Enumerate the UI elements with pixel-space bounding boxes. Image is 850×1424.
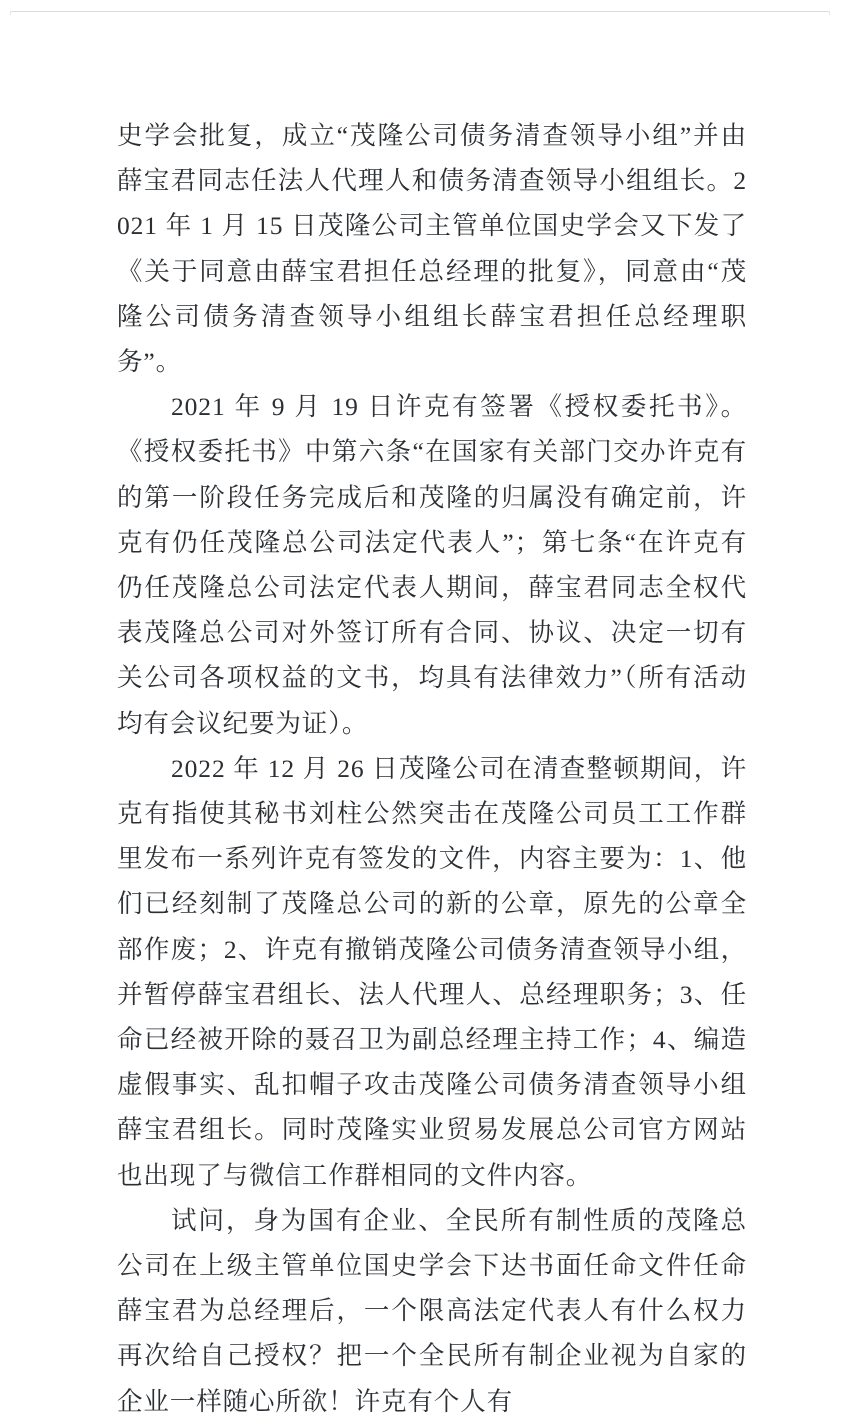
scan-edge-left-tick xyxy=(10,11,11,15)
paragraph-2: 2021 年 9 月 19 日许克有签署《授权委托书》。《授权委托书》中第六条“在国家有关部门交办许克有的第一阶段任务完成后和茂隆的归属没有确定前，许克有仍任茂隆总公司法定代表人”；第七条“在许克有仍任茂隆总公司法定代表人期间，薛宝君同志全权代表茂隆总公司对外签订所有合同、协议、决定一切有关公司各项权益的文书，均具有法律效力”（所有活动均有会议纪要为证）。 xyxy=(117,392,747,738)
document-body-text xyxy=(117,113,747,1424)
paragraph-4: 试问，身为国有企业、全民所有制性质的茂隆总公司在上级主管单位国史学会下达书面任命文件任命薛宝君为总经理后，一个限高法定代表人有什么权力再次给自己授权？把一个全民所有制企业视为自家的企业一样随心所欲！许克有个人有 xyxy=(117,1205,747,1416)
paragraph-3: 2022 年 12 月 26 日茂隆公司在清查整顿期间，许克有指使其秘书刘柱公然突击在茂隆公司员工工作群里发布一系列许克有签发的文件，内容主要为：1、他们已经刻制了茂隆总公司的新的公章，原先的公章全部作废；2、许克有撤销茂隆公司债务清查领导小组，并暂停薛宝君组长、法人代理人、总经理职务；3、任命已经被开除的聂召卫为副总经理主持工作；4、编造虚假事实、乱扣帽子攻击茂隆公司债务清查领导小组薛宝君组长。同时茂隆实业贸易发展总公司官方网站也出现了与微信工作群相同的文件内容。 xyxy=(117,753,747,1190)
paragraph-1: 史学会批复，成立“茂隆公司债务清查领导小组”并由薛宝君同志任法人代理人和债务清查领导小组组长。2021 年 1 月 15 日茂隆公司主管单位国史学会又下发了《关于同意由薛宝君担任总经理的批复》，同意由“茂隆公司债务清查领导小组组长薛宝君担任总经理职务”。 xyxy=(117,121,747,377)
scan-edge-top-line xyxy=(10,11,830,12)
scan-edge-right-tick xyxy=(829,11,830,15)
